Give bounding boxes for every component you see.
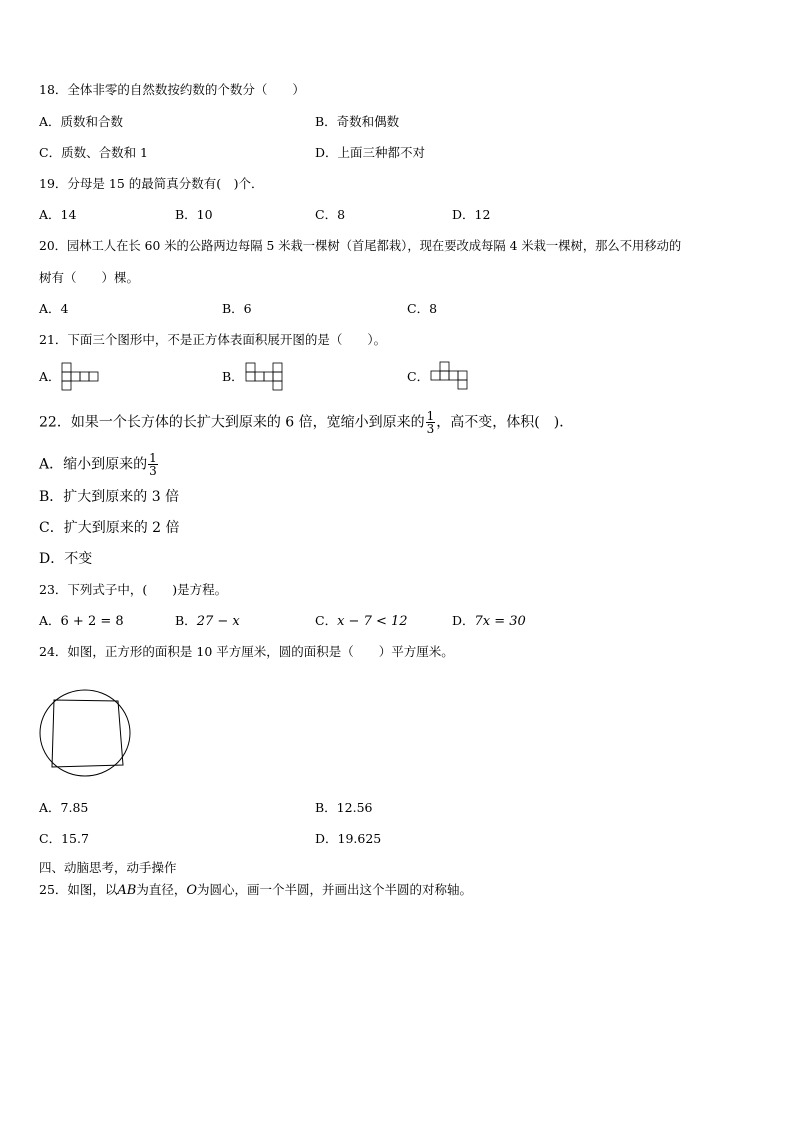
q22-option-a — [39, 452, 159, 477]
q19-option-a: A．14 — [39, 207, 77, 222]
q20-option-a: A．4 — [39, 301, 69, 316]
q21-net-c — [430, 361, 474, 393]
q25-ab: AB — [117, 883, 137, 898]
q18-option-a: A．质数和合数 — [39, 114, 124, 129]
q25-o: O — [186, 883, 198, 898]
q23-stem: 23．下列式子中，( )是方程。 — [39, 582, 228, 597]
q22-option-d: D．不变 — [39, 551, 93, 567]
q21-net-a — [61, 362, 103, 392]
q22-option-a-num: 1 — [149, 451, 157, 465]
q23-expr-b: 27 − x — [196, 614, 240, 629]
q22-fraction — [426, 410, 436, 435]
q25-part1: 25．如图，以 — [39, 882, 118, 897]
q21-stem: 21．下面三个图形中，不是正方体表面积展开图的是（ ）。 — [39, 332, 387, 347]
q24-option-a: A．7.85 — [39, 800, 89, 815]
q24-option-b: B．12.56 — [315, 800, 373, 815]
q24-option-c: C．15.7 — [39, 831, 89, 846]
q19-option-b: B．10 — [175, 207, 213, 222]
q21-label-b: B． — [222, 369, 244, 384]
q25-stem — [39, 884, 472, 897]
q22-option-b: B．扩大到原来的 3 倍 — [39, 489, 180, 505]
q23-option-b — [175, 615, 240, 628]
q20-option-b: B．6 — [222, 301, 252, 316]
q23-label-c: C． — [315, 613, 338, 628]
q18-option-b: B．奇数和偶数 — [315, 114, 400, 129]
q23-expr-a: 6 + 2 = 8 — [60, 614, 124, 629]
q22-stem-part2: ，高不变，体积( )． — [436, 414, 574, 431]
q22-frac-den: 3 — [426, 422, 435, 436]
q23-label-d: D． — [452, 613, 475, 628]
q22-option-a-text: A．缩小到原来的 — [39, 456, 148, 473]
q18-stem: 18．全体非零的自然数按约数的个数分（ ） — [39, 82, 305, 97]
q22-stem — [39, 410, 573, 435]
q19-option-d: D．12 — [452, 207, 491, 222]
q19-stem: 19．分母是 15 的最简真分数有( )个． — [39, 176, 264, 191]
q24-option-d: D．19.625 — [315, 831, 382, 846]
q23-option-a — [39, 615, 124, 628]
q25-part2: 为直径， — [136, 882, 187, 897]
q19-option-c: C．8 — [315, 207, 346, 222]
q18-option-c: C．质数、合数和 1 — [39, 145, 148, 160]
q21-net-b — [245, 362, 287, 392]
q21-label-c: C． — [407, 369, 430, 384]
q22-option-a-fraction — [148, 452, 158, 477]
q23-expr-c: x − 7 < 12 — [337, 614, 408, 629]
q20-stem-line2: 树有（ ）棵。 — [39, 270, 140, 285]
q22-option-a-den: 3 — [149, 464, 157, 478]
q20-option-c: C．8 — [407, 301, 438, 316]
q23-expr-d: 7x = 30 — [474, 614, 526, 629]
q23-label-b: B． — [175, 613, 197, 628]
q23-option-d — [452, 615, 526, 628]
q21-label-a: A． — [39, 369, 61, 384]
q24-stem: 24．如图，正方形的面积是 10 平方厘米，圆的面积是（ ）平方厘米。 — [39, 644, 454, 659]
section-heading: 四、动脑思考，动手操作 — [39, 860, 177, 875]
q22-stem-part1: 22．如果一个长方体的长扩大到原来的 6 倍，宽缩小到原来的 — [39, 414, 425, 431]
q23-label-a: A． — [39, 613, 61, 628]
q20-stem-line1: 20．园林工人在长 60 米的公路两边每隔 5 米栽一棵树（首尾都栽），现在要改成每隔 4 米栽一棵树，那么不用移动的 — [39, 239, 682, 253]
q18-option-d: D．上面三种都不对 — [315, 145, 426, 160]
q22-frac-num: 1 — [426, 409, 435, 423]
q24-figure-circle-square — [38, 688, 134, 778]
q22-option-c: C．扩大到原来的 2 倍 — [39, 520, 180, 536]
q25-part3: 为圆心，画一个半圆，并画出这个半圆的对称轴。 — [197, 882, 473, 897]
q23-option-c — [315, 615, 408, 628]
